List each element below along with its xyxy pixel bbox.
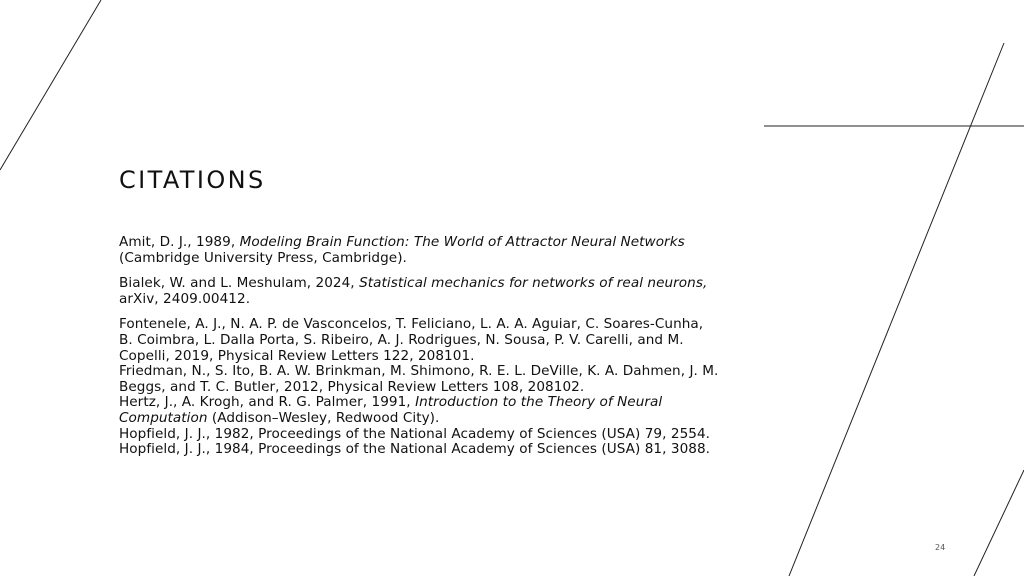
citation-text: Friedman, N., S. Ito, B. A. W. Brinkman, M. Shimono, R. E. L. DeVille, K. A. Dahmen, J. M. Beggs, and T. C. Butler, 2012, Physical Review Letters 108, 208102. <box>119 363 719 395</box>
citation-item <box>119 364 719 395</box>
right-diagonal-line <box>789 43 1004 576</box>
bottom-right-diagonal-line <box>974 470 1024 576</box>
citation-text: Hopfield, J. J., 1984, Proceedings of the National Academy of Sciences (USA) 81, 3088. <box>119 441 711 458</box>
citation-item <box>119 276 719 307</box>
citation-item <box>119 235 719 266</box>
citation-item <box>119 317 719 364</box>
citation-text: arXiv, 2409.00412. <box>119 290 251 307</box>
citation-title: Modeling Brain Function: The World of Attractor Neural Networks <box>239 234 685 250</box>
citation-text: Bialek, W. and L. Meshulam, 2024, <box>119 275 360 292</box>
citation-item <box>119 427 719 443</box>
citation-text: (Cambridge University Press, Cambridge). <box>119 249 407 266</box>
citation-title: Statistical mechanics for networks of real neurons, <box>359 275 708 292</box>
citation-title: Introduction to the Theory of Neural Computation <box>119 394 663 426</box>
citation-text: Hertz, J., A. Krogh, and R. G. Palmer, 1991, <box>119 394 416 411</box>
citation-item <box>119 395 719 426</box>
top-left-diagonal-line <box>0 0 101 170</box>
citation-text: (Addison–Wesley, Redwood City). <box>207 409 440 426</box>
slide-title: CITATIONS <box>119 166 266 194</box>
citation-list <box>119 235 719 458</box>
citation-item <box>119 442 719 458</box>
citation-text: Amit, D. J., 1989, <box>119 234 240 250</box>
citation-text: Hopfield, J. J., 1982, Proceedings of the National Academy of Sciences (USA) 79, 2554. <box>119 425 711 442</box>
citation-text: Fontenele, A. J., N. A. P. de Vasconcelos, T. Feliciano, L. A. A. Aguiar, C. Soares-Cunha, B. Coimbra, L. Dalla Porta, S. Ribeiro, A. J. Rodrigues, N. Sousa, P. V. Carelli, and M. Copelli, 2019, Physical Review Letters 122, 208101. <box>119 316 704 364</box>
page-number: 24 <box>935 543 946 552</box>
